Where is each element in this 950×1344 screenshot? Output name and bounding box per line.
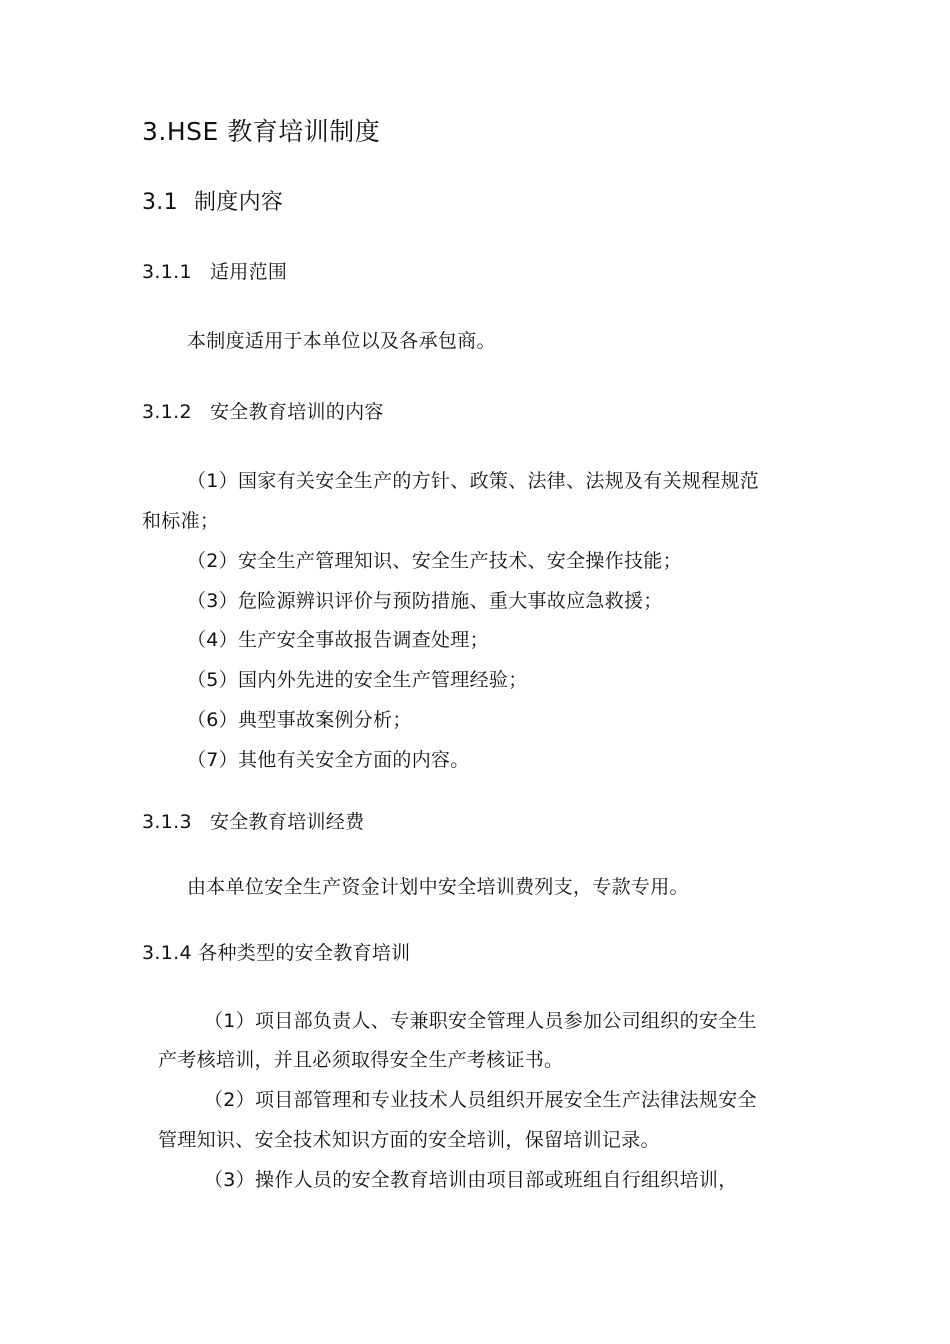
section-title: 安全教育培训经费: [210, 811, 365, 833]
section-heading-3-1: [142, 188, 283, 218]
section-title: 制度内容: [194, 190, 284, 215]
list-item: （2）安全生产管理知识、安全生产技术、安全操作技能；: [187, 550, 682, 572]
document-title: 3.HSE 教育培训制度: [142, 117, 381, 146]
paragraph-scope: 本制度适用于本单位以及各承包商。: [187, 330, 496, 352]
training-line: （2）项目部管理和专业技术人员组织开展安全生产法律法规安全: [204, 1089, 757, 1111]
section-title: 适用范围: [210, 261, 288, 283]
list-item: （7）其他有关安全方面的内容。: [187, 749, 470, 771]
section-heading-3-1-2: [142, 399, 384, 425]
section-heading-3-1-4: 3.1.4 各种类型的安全教育培训: [142, 942, 411, 964]
list-item: （5）国内外先进的安全生产管理经验；: [187, 669, 528, 691]
section-number: 3.1.1: [142, 261, 192, 283]
list-item: （3）危险源辨识评价与预防措施、重大事故应急救援；: [187, 590, 663, 612]
section-heading-3-1-3: [142, 809, 364, 835]
list-item: （6）典型事故案例分析；: [187, 709, 412, 731]
paragraph-funding: 由本单位安全生产资金计划中安全培训费列支，专款专用。: [187, 876, 689, 898]
training-line-continuation: 管理知识、安全技术知识方面的安全培训，保留培训记录。: [158, 1129, 660, 1151]
training-line: （1）项目部负责人、专兼职安全管理人员参加公司组织的安全生: [204, 1010, 757, 1032]
list-item-continuation: 和标准；: [142, 510, 220, 532]
training-line-continuation: 产考核培训，并且必须取得安全生产考核证书。: [158, 1049, 564, 1071]
list-item: （4）生产安全事故报告调查处理；: [187, 629, 489, 651]
section-number: 3.1.2: [142, 401, 192, 423]
training-line: （3）操作人员的安全教育培训由项目部或班组自行组织培训，: [204, 1169, 738, 1191]
section-number: 3.1.3: [142, 811, 192, 833]
list-item: （1）国家有关安全生产的方针、政策、法律、法规及有关规程规范: [187, 470, 760, 492]
section-heading-3-1-1: [142, 259, 287, 285]
section-title: 安全教育培训的内容: [210, 401, 384, 423]
section-number: 3.1: [142, 190, 178, 215]
